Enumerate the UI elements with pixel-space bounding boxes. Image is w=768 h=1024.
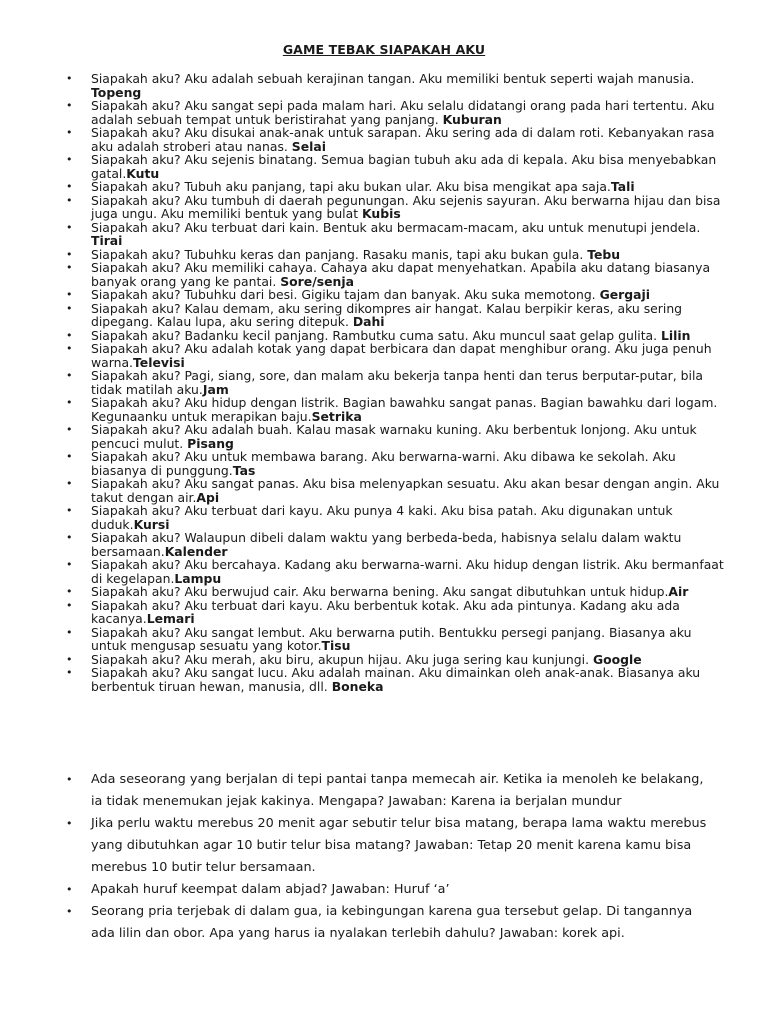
riddle-text: Siapakah aku? Aku terbuat dari kayu. Aku berbentuk kotak. Aku ada pintunya. Kadang aku ada kacanya.	[91, 597, 680, 626]
list-item	[0, 396, 768, 423]
riddle-text: Siapakah aku? Aku adalah buah. Kalau masak warnaku kuning. Aku berbentuk lonjong. Aku untuk pencuci mulut.	[91, 422, 697, 451]
list-item: • Jika perlu waktu merebus 20 menit agar sebutir telur bisa matang, berapa lama waktu merebus yang dibutuhkan agar 10 butir telur bisa matang? Jawaban: Tetap 20 menit karena kamu bisa merebus 10 butir telur bersamaan.	[0, 813, 768, 879]
riddle-answer: Selai	[291, 138, 326, 154]
list-item	[0, 248, 768, 262]
riddle-text: Siapakah aku? Aku sangat sepi pada malam hari. Aku selalu didatangi orang pada hari tertentu. Aku adalah sebuah tempat untuk beristirahat yang panjang.	[91, 98, 715, 127]
riddle-answer: Boneka	[331, 678, 384, 694]
riddle-text: Siapakah aku? Walaupun dibeli dalam waktu yang berbeda-beda, habisnya selalu dalam waktu bersamaan.	[91, 530, 682, 559]
list-item	[0, 194, 768, 221]
list-item	[0, 288, 768, 302]
riddle-answer: Dahi	[352, 314, 385, 329]
list-item	[0, 531, 768, 558]
riddle-text: Siapakah aku? Pagi, siang, sore, dan malam aku bekerja tanpa henti dan terus berputar-putar, bila tidak matilah aku.	[91, 368, 703, 397]
list-item	[0, 599, 768, 626]
riddle-text: Siapakah aku? Aku disukai anak-anak untuk sarapan. Aku sering ada di dalam roti. Kebanyakan rasa aku adalah stroberi atau nanas.	[91, 125, 715, 154]
list-item	[0, 423, 768, 450]
riddle-answer: Kuburan	[442, 111, 502, 127]
riddle-answer: Topeng	[91, 84, 142, 100]
riddle-text: Siapakah aku? Aku tumbuh di daerah pegunungan. Aku sejenis sayuran. Aku berwarna hijau dan bisa juga ungu. Aku memiliki bentuk yang bulat	[91, 192, 721, 221]
list-item	[0, 342, 768, 369]
riddle-text: Siapakah aku? Kalau demam, aku sering dikompres air hangat. Kalau berpikir keras, aku sering dipegang. Kalau lupa, aku sering ditepuk.	[91, 300, 683, 329]
list-item	[0, 666, 768, 693]
riddle-answer: Sore/senja	[280, 273, 354, 289]
riddle-answer: Lemari	[146, 611, 195, 626]
list-item: • Ada seseorang yang berjalan di tepi pantai tanpa memecah air. Ketika ia menoleh ke belakang, ia tidak menemukan jejak kakinya. Mengapa? Jawaban: Karena ia berjalan mundur	[0, 769, 768, 813]
riddle-text: Siapakah aku? Aku terbuat dari kain. Bentuk aku bermacam-macam, aku untuk menutupi jendela.	[91, 219, 701, 235]
riddle-answer: Lilin	[661, 327, 691, 343]
riddle-text: Siapakah aku? Aku sangat panas. Aku bisa melenyapkan sesuatu. Aku akan besar dengan angin. Aku takut dengan air.	[91, 476, 720, 505]
list-item	[0, 626, 768, 653]
riddle-answer: Api	[196, 489, 220, 505]
riddle-text: Siapakah aku? Tubuhku keras dan panjang. Rasaku manis, tapi aku bukan gula.	[91, 246, 588, 262]
list-item	[0, 653, 768, 667]
riddle-text: Siapakah aku? Aku sangat lembut. Aku berwarna putih. Bentukku persegi panjang. Biasanya aku untuk mengusap sesuatu yang kotor.	[91, 624, 692, 653]
riddle-text: Siapakah aku? Aku sejenis binatang. Semua bagian tubuh aku ada di kepala. Aku bisa menyebabkan gatal.	[91, 152, 717, 181]
list-item	[0, 99, 768, 126]
riddle-text: Siapakah aku? Aku merah, aku biru, akupun hijau. Aku juga sering kau kunjungi.	[91, 651, 593, 667]
list-item	[0, 180, 768, 194]
list-item	[0, 585, 768, 599]
list-item	[0, 302, 768, 329]
riddle-answer: Tisu	[321, 638, 351, 653]
list-item	[0, 329, 768, 343]
list-item	[0, 558, 768, 585]
riddle-list	[0, 72, 768, 693]
riddle-text: Siapakah aku? Tubuh aku panjang, tapi aku bukan ular. Aku bisa mengikat apa saja.	[91, 179, 611, 194]
list-item	[0, 477, 768, 504]
list-item: • Seorang pria terjebak di dalam gua, ia kebingungan karena gua tersebut gelap. Di tangannya ada lilin dan obor. Apa yang harus ia nyalakan terlebih dahulu? Jawaban: korek api.	[0, 901, 768, 945]
riddle-text: Siapakah aku? Aku untuk membawa barang. Aku berwarna-warni. Aku dibawa ke sekolah. Aku biasanya di punggung.	[91, 449, 676, 478]
riddle-answer: Tebu	[587, 246, 621, 262]
riddle-answer: Kubis	[362, 206, 401, 221]
riddle-text: Siapakah aku? Aku adalah sebuah kerajinan tangan. Aku memiliki bentuk seperti wajah manusia.	[91, 71, 695, 86]
riddle-answer: Tali	[610, 179, 635, 194]
riddle-text: Siapakah aku? Tubuhku dari besi. Gigiku tajam dan banyak. Aku suka memotong.	[91, 287, 600, 302]
riddle-answer: Kalender	[164, 543, 228, 559]
list-item	[0, 369, 768, 396]
riddle-answer: Pisang	[187, 435, 234, 451]
list-item	[0, 504, 768, 531]
riddle-text: Siapakah aku? Badanku kecil panjang. Rambutku cuma satu. Aku muncul saat gelap gulita.	[91, 327, 662, 343]
list-item	[0, 221, 768, 248]
riddle-text: Siapakah aku? Aku memiliki cahaya. Cahaya aku dapat menyehatkan. Apabila aku datang biasanya banyak orang yang ke pantai.	[91, 260, 711, 289]
list-item: • Apakah huruf keempat dalam abjad? Jawaban: Huruf ‘a’	[0, 879, 768, 901]
list-item	[0, 450, 768, 477]
list-item	[0, 153, 768, 180]
puzzle-list	[0, 769, 768, 945]
riddle-text: Siapakah aku? Aku hidup dengan listrik. Bagian bawahku sangat panas. Bagian bawahku dari logam. Kegunaanku untuk merapikan baju.	[91, 395, 718, 424]
list-item	[0, 261, 768, 288]
list-item	[0, 72, 768, 99]
riddle-text: Siapakah aku? Aku terbuat dari kayu. Aku punya 4 kaki. Aku bisa patah. Aku digunakan untuk duduk.	[91, 503, 673, 532]
riddle-answer: Tirai	[91, 233, 123, 248]
riddle-text: Siapakah aku? Aku berwujud cair. Aku berwarna bening. Aku sangat dibutuhkan untuk hidup.	[91, 584, 669, 599]
riddle-answer: Televisi	[133, 354, 185, 370]
riddle-text: Siapakah aku? Aku sangat lucu. Aku adalah mainan. Aku dimainkan oleh anak-anak. Biasanya aku berbentuk tiruan hewan, manusia, dll.	[91, 665, 701, 694]
riddle-answer: Google	[592, 651, 642, 667]
riddle-answer: Jam	[202, 381, 229, 397]
list-item	[0, 126, 768, 153]
riddle-text: Siapakah aku? Aku bercahaya. Kadang aku berwarna-warni. Aku hidup dengan listrik. Aku bermanfaat di kegelapan.	[91, 557, 724, 586]
riddle-answer: Kursi	[133, 516, 170, 532]
riddle-answer: Gergaji	[599, 287, 650, 302]
riddle-answer: Setrika	[311, 408, 362, 424]
page-title: GAME TEBAK SIAPAKAH AKU	[282, 42, 486, 57]
riddle-text: Siapakah aku? Aku adalah kotak yang dapat berbicara dan dapat menghibur orang. Aku juga penuh warna.	[91, 341, 712, 370]
riddle-answer: Tas	[232, 462, 256, 478]
riddle-answer: Kutu	[126, 165, 160, 181]
riddle-answer: Lampu	[174, 570, 222, 586]
riddle-answer: Air	[668, 584, 689, 599]
